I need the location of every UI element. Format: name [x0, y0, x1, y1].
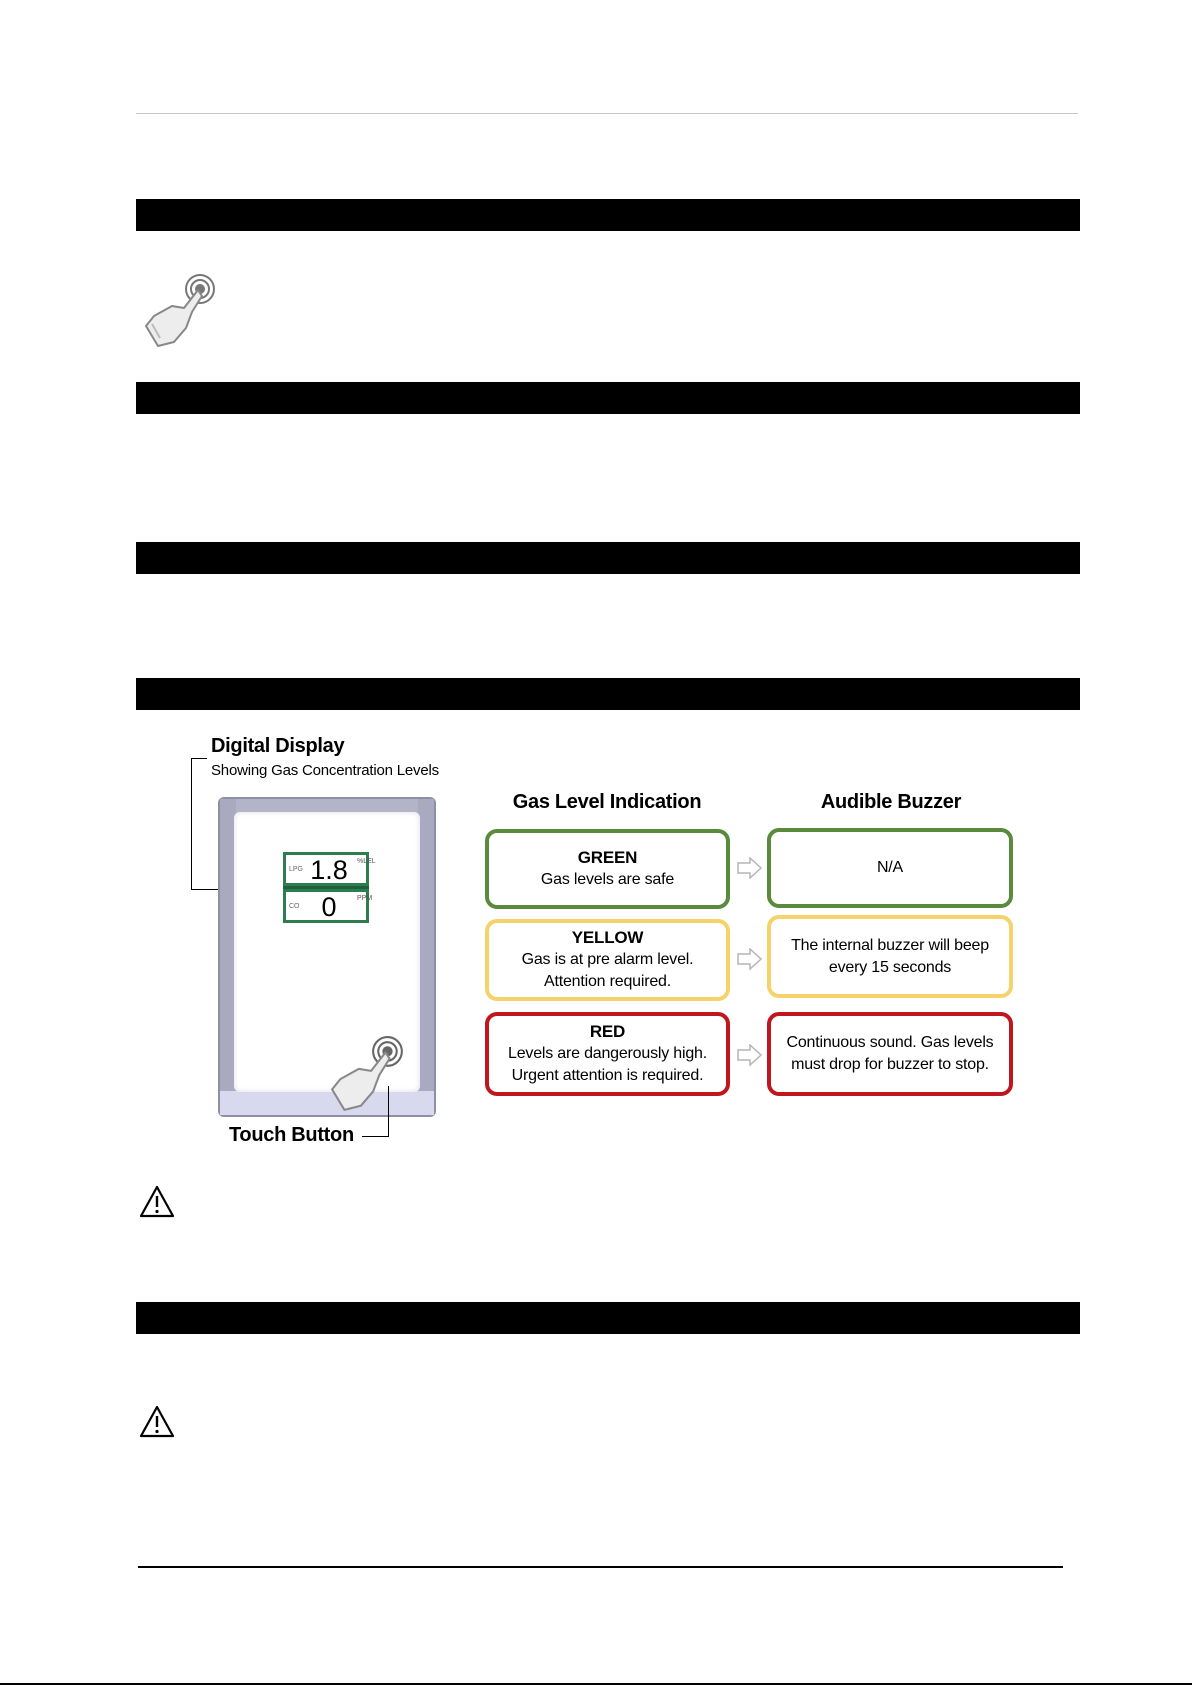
arrow-right-icon [737, 948, 763, 970]
digital-display-subtitle: Showing Gas Concentration Levels [211, 762, 439, 779]
touch-leader-horizontal [362, 1136, 389, 1137]
display-leader-top [191, 758, 207, 759]
section-bar-5 [136, 1302, 1080, 1334]
lcd-gas-label: CO [289, 903, 300, 910]
footer-divider [138, 1566, 1063, 1568]
lcd-unit: PPM [357, 895, 373, 902]
section-bar-2 [136, 382, 1080, 414]
arrow-right-icon [737, 1044, 763, 1066]
digital-display-title: Digital Display [211, 735, 345, 757]
touch-button-icon[interactable] [328, 1034, 408, 1114]
lcd-unit: %LEL [357, 858, 376, 865]
display-leader-vertical [191, 758, 192, 890]
level-box-red [485, 1012, 730, 1096]
level-box-green [485, 829, 730, 909]
device-bevel-right [418, 799, 434, 1115]
level-desc: Gas levels are safe [540, 871, 675, 888]
header-divider [136, 113, 1078, 114]
buzzer-box-green [767, 828, 1013, 908]
level-name: RED [589, 1022, 626, 1041]
buzzer-desc: N/A [876, 859, 904, 876]
buzzer-box-yellow [767, 915, 1013, 998]
lcd-gas-label: LPG [289, 866, 304, 873]
level-box-yellow [485, 919, 730, 1001]
buzzer-desc: must drop for buzzer to stop. [791, 1056, 989, 1073]
buzzer-desc: The internal buzzer will beep [791, 936, 989, 954]
lcd-row-lpg [283, 852, 376, 886]
lcd-row-co [283, 889, 373, 923]
level-desc: Attention required. [544, 973, 671, 990]
buzzer-heading: Audible Buzzer [820, 791, 962, 813]
level-name: GREEN [577, 848, 638, 867]
lcd-value: 0 [321, 892, 337, 922]
section-bar-3 [136, 542, 1080, 574]
touch-hand-icon [142, 272, 220, 350]
section-bar-1 [136, 199, 1080, 231]
device-bevel-top [220, 799, 434, 813]
warning-triangle-icon [139, 1405, 175, 1439]
level-desc: Levels are dangerously high. [508, 1045, 707, 1062]
touch-leader-vertical [388, 1086, 389, 1137]
buzzer-desc: Continuous sound. Gas levels [786, 1034, 994, 1051]
buzzer-desc: every 15 seconds [828, 958, 952, 976]
level-desc: Gas is at pre alarm level. [521, 951, 694, 968]
gas-level-heading: Gas Level Indication [512, 791, 702, 813]
arrow-right-icon [737, 857, 763, 879]
level-name: YELLOW [571, 928, 644, 947]
level-desc: Urgent attention is required. [511, 1067, 704, 1084]
touch-button-label: Touch Button [229, 1124, 354, 1146]
section-bar-4 [136, 678, 1080, 710]
buzzer-box-red [767, 1012, 1013, 1096]
lcd-value: 1.8 [310, 855, 348, 885]
warning-triangle-icon [139, 1185, 175, 1219]
